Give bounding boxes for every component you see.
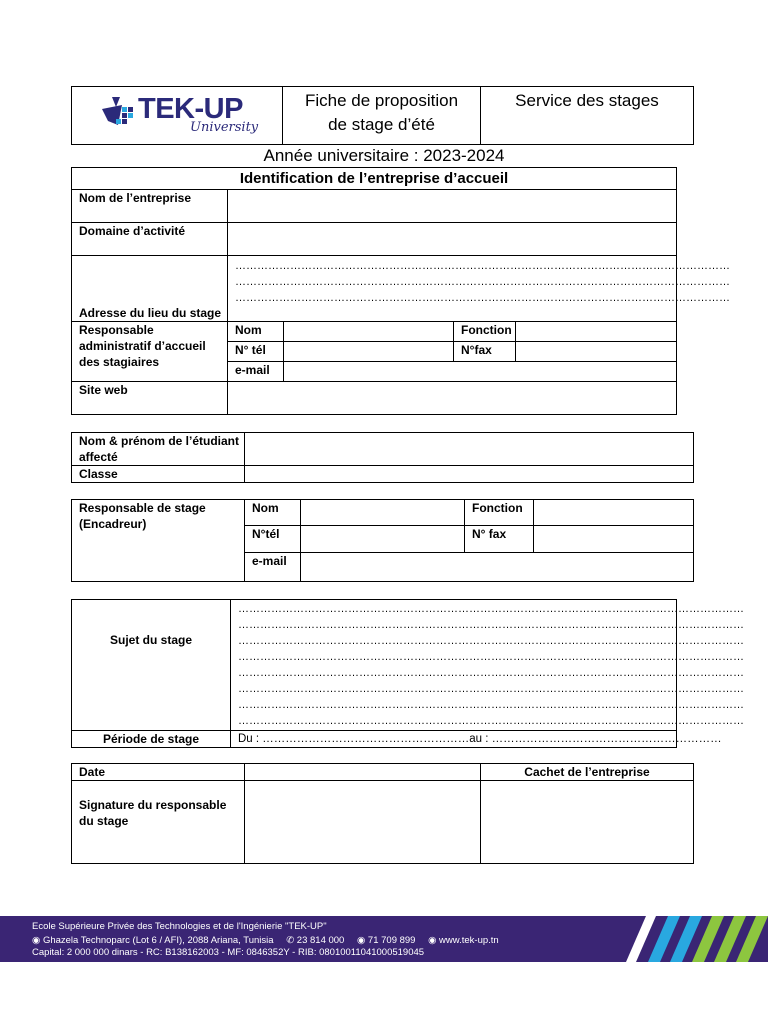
form-title-line1: Fiche de proposition — [304, 91, 459, 110]
supervisor-email-field[interactable] — [301, 553, 694, 582]
supervisor-nom-field[interactable] — [301, 500, 465, 526]
footer-address: Ghazela Technoparc (Lot 6 / AFI), 2088 Ariana, Tunisia — [42, 935, 274, 946]
supervisor-tel-label: N°tél — [245, 526, 301, 553]
stamp-field[interactable] — [481, 781, 694, 864]
signature-field[interactable] — [245, 781, 481, 864]
admin-tel-label: N° tél — [228, 342, 284, 362]
stripes-decoration — [618, 916, 768, 962]
logo-cell — [72, 87, 283, 145]
website-label: Site web — [72, 382, 228, 415]
dotted-line: ……………………………………………………………………………………………………………………… — [235, 292, 730, 304]
admin-email-label: e-mail — [228, 362, 284, 382]
logo-brand: TEK-UP — [138, 93, 243, 125]
dotted-line: ………………………………………………………………………………………………………………………… — [238, 619, 744, 631]
footer-contact-line — [32, 935, 499, 947]
service-title: Service des stages — [515, 91, 659, 110]
supervisor-fax-field[interactable] — [534, 526, 694, 553]
period-label: Période de stage — [72, 731, 231, 748]
logo-tagline: University — [190, 120, 259, 135]
form-title-line2: de stage d’été — [328, 115, 435, 134]
location-icon: ◉ — [32, 935, 41, 946]
form-title-cell — [283, 87, 481, 145]
dotted-line: ………………………………………………………………………………………………………………………… — [238, 699, 744, 711]
admin-contact-label: Responsable administratif d’accueil des stagiaires — [72, 322, 228, 382]
admin-fonction-field[interactable] — [516, 322, 677, 342]
address-field[interactable] — [228, 256, 730, 322]
tekup-logo — [72, 87, 282, 144]
admin-email-field[interactable] — [284, 362, 677, 382]
period-field[interactable]: Du : ………………………………………………au : …………………………………………………… — [231, 731, 677, 748]
supervisor-label: Responsable de stage (Encadreur) — [72, 500, 245, 582]
footer-banner — [0, 916, 768, 962]
address-label: Adresse du lieu du stage — [72, 256, 228, 322]
fax-icon: ◉ — [356, 935, 366, 946]
phone-icon: ✆ — [286, 935, 295, 946]
company-name-label: Nom de l’entreprise — [72, 190, 228, 223]
dotted-line: ………………………………………………………………………………………………………………………… — [238, 715, 744, 727]
company-table — [71, 167, 730, 415]
supervisor-fonction-label: Fonction — [465, 500, 534, 526]
date-label: Date — [72, 764, 245, 781]
footer-phone2: 71 709 899 — [367, 935, 416, 946]
dotted-line: ………………………………………………………………………………………………………………………… — [238, 635, 744, 647]
supervisor-fonction-field[interactable] — [534, 500, 694, 526]
class-label: Classe — [72, 466, 245, 483]
dotted-line: ………………………………………………………………………………………………………………………… — [238, 667, 744, 679]
footer-website[interactable]: www.tek-up.tn — [439, 935, 499, 946]
domain-label: Domaine d’activité — [72, 223, 228, 256]
dotted-line: ………………………………………………………………………………………………………………………… — [238, 603, 744, 615]
student-table — [71, 432, 694, 483]
company-name-field[interactable] — [228, 190, 677, 223]
admin-nom-field[interactable] — [284, 322, 454, 342]
date-field[interactable] — [245, 764, 481, 781]
dotted-line: ……………………………………………………………………………………………………………………… — [235, 276, 730, 288]
signature-table — [71, 763, 694, 864]
supervisor-fax-label: N° fax — [465, 526, 534, 553]
service-cell — [481, 87, 694, 145]
domain-field[interactable] — [228, 223, 677, 256]
dotted-line: ………………………………………………………………………………………………………………………… — [238, 651, 744, 663]
globe-icon: ◉ — [428, 935, 437, 946]
admin-fax-field[interactable] — [516, 342, 677, 362]
admin-fax-label: N°fax — [454, 342, 516, 362]
tekup-logo-icon — [100, 95, 140, 131]
student-name-label: Nom & prénom de l’étudiant affecté — [72, 433, 245, 466]
footer-legal: Capital: 2 000 000 dinars - RC: B138162003 - MF: 0846352Y - RIB: 08010011041000519045 — [32, 947, 425, 958]
footer-phone1: 23 814 000 — [296, 935, 345, 946]
dotted-line: ………………………………………………………………………………………………………………………… — [238, 683, 744, 695]
supervisor-tel-field[interactable] — [301, 526, 465, 553]
website-field[interactable] — [228, 382, 677, 415]
class-field[interactable] — [245, 466, 694, 483]
admin-nom-label: Nom — [228, 322, 284, 342]
signature-label: Signature du responsable du stage — [72, 781, 245, 864]
dotted-line: ……………………………………………………………………………………………………………………… — [235, 260, 730, 272]
supervisor-table — [71, 499, 694, 582]
subject-table — [71, 599, 744, 748]
header-table — [71, 86, 694, 145]
subject-field[interactable] — [231, 600, 744, 731]
student-name-field[interactable] — [245, 433, 694, 466]
academic-year: Année universitaire : 2023-2024 — [263, 146, 505, 165]
footer-school-name: Ecole Supérieure Privée des Technologies et de l'Ingénierie "TEK-UP" — [32, 921, 327, 932]
company-section-title: Identification de l’entreprise d’accueil — [72, 168, 677, 190]
admin-fonction-label: Fonction — [454, 322, 516, 342]
admin-tel-field[interactable] — [284, 342, 454, 362]
supervisor-email-label: e-mail — [245, 553, 301, 582]
subject-label: Sujet du stage — [72, 600, 231, 731]
stamp-label: Cachet de l’entreprise — [481, 764, 694, 781]
supervisor-nom-label: Nom — [245, 500, 301, 526]
